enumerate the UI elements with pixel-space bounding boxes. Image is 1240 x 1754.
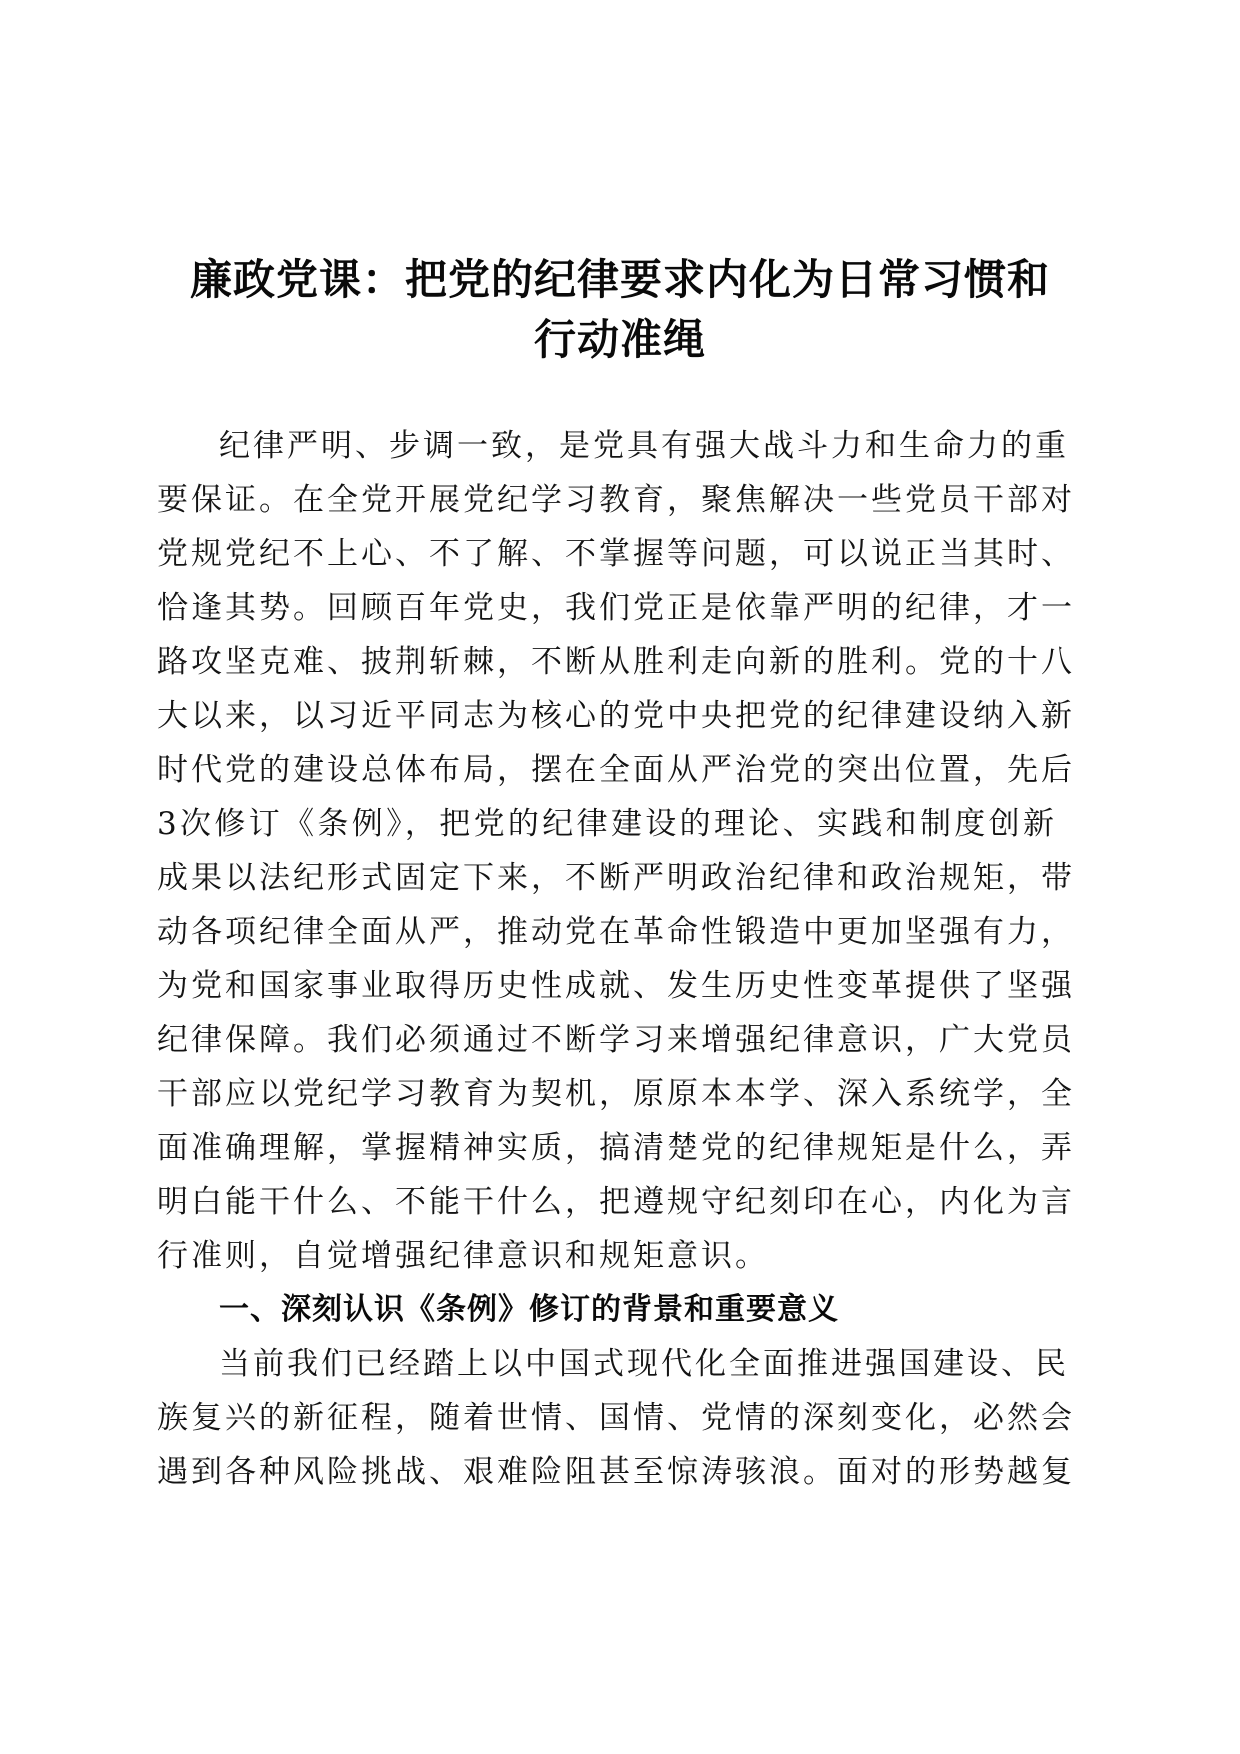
title-line-2: 行动准绳: [533, 315, 706, 364]
paragraph-1-line: 面准确理解，掌握精神实质，搞清楚党的纪律规矩是什么，弄: [157, 1130, 1075, 1166]
paragraph-1-line: 为党和国家事业取得历史性成就、发生历史性变革提供了坚强: [157, 968, 1075, 1004]
paragraph-1-line: 行准则，自觉增强纪律意识和规矩意识。: [157, 1238, 769, 1274]
paragraph-1-line: 动各项纪律全面从严，推动党在革命性锻造中更加坚强有力，: [157, 914, 1075, 950]
paragraph-2-line: 遇到各种风险挑战、艰难险阻甚至惊涛骇浪。面对的形势越复: [157, 1454, 1075, 1490]
document-body: [157, 419, 1075, 1499]
paragraph-1-line: 干部应以党纪学习教育为契机，原原本本学、深入系统学，全: [157, 1076, 1075, 1112]
document-title: [150, 250, 1090, 370]
paragraph-1-line: 纪律保障。我们必须通过不断学习来增强纪律意识，广大党员: [157, 1022, 1075, 1058]
paragraph-2-line: 族复兴的新征程，随着世情、国情、党情的深刻变化，必然会: [157, 1400, 1075, 1436]
paragraph-1-line: 党规党纪不上心、不了解、不掌握等问题，可以说正当其时、: [157, 536, 1075, 572]
paragraph-2-line: 当前我们已经踏上以中国式现代化全面推进强国建设、民: [219, 1346, 1069, 1382]
paragraph-1-line: 成果以法纪形式固定下来，不断严明政治纪律和政治规矩，带: [157, 860, 1075, 896]
paragraph-1: [157, 419, 1075, 1283]
paragraph-1-line: 大以来，以习近平同志为核心的党中央把党的纪律建设纳入新: [157, 698, 1075, 734]
paragraph-2: [157, 1337, 1075, 1499]
paragraph-1-line: 时代党的建设总体布局，摆在全面从严治党的突出位置，先后: [157, 752, 1075, 788]
paragraph-1-line: 要保证。在全党开展党纪学习教育，聚焦解决一些党员干部对: [157, 482, 1075, 518]
paragraph-1-line: 路攻坚克难、披荆斩棘，不断从胜利走向新的胜利。党的十八: [157, 644, 1075, 680]
paragraph-1-line: 纪律严明、步调一致，是党具有强大战斗力和生命力的重: [219, 428, 1069, 464]
paragraph-1-line: 3次修订《条例》，把党的纪律建设的理论、实践和制度创新: [157, 806, 1057, 842]
section-heading-1: 一、深刻认识《条例》修订的背景和重要意义: [219, 1292, 839, 1327]
paragraph-1-line: 恰逢其势。回顾百年党史，我们党正是依靠严明的纪律，才一: [157, 590, 1075, 626]
paragraph-1-line: 明白能干什么、不能干什么，把遵规守纪刻印在心，内化为言: [157, 1184, 1075, 1220]
title-line-1: 廉政党课：把党的纪律要求内化为日常习惯和: [189, 255, 1050, 304]
